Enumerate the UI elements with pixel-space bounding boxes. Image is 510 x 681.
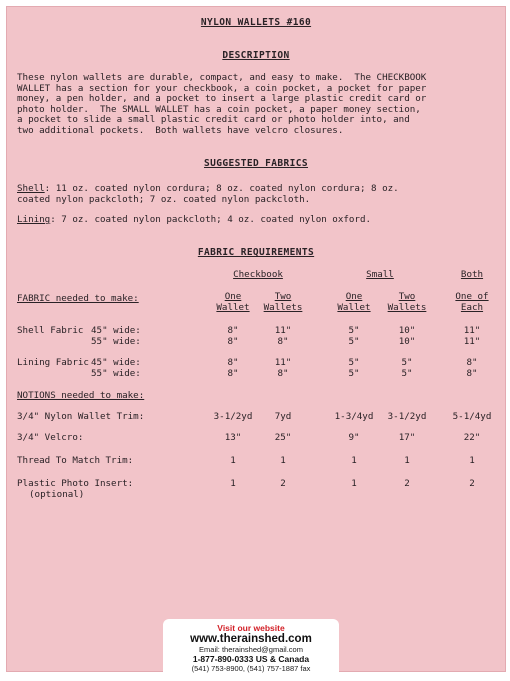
- fabric-needed-heading: FABRIC needed to make:: [17, 293, 139, 304]
- table-cell: 5-1/4yd: [452, 411, 492, 422]
- table-cell: 1: [280, 455, 286, 466]
- column-head: One: [224, 291, 242, 302]
- visit-label: Visit our website: [217, 623, 285, 633]
- shell-line: [17, 183, 399, 194]
- description-line: WALLET has a section for your checkbook, a coin pocket, a pocket for paper: [17, 82, 427, 94]
- table-cell: 11": [463, 336, 481, 347]
- description-heading: DESCRIPTION: [222, 50, 290, 61]
- description-line: two additional pockets. Both wallets have velcro closures.: [17, 124, 344, 136]
- table-cell: 5": [348, 325, 360, 336]
- table-cell: 8": [227, 336, 239, 347]
- column-head: Two: [274, 291, 292, 302]
- column-head: Wallet: [216, 302, 250, 313]
- shell-line-2: coated nylon packcloth; 7 oz. coated nylon packcloth.: [17, 194, 311, 205]
- document-page: [6, 6, 506, 672]
- table-cell: 1: [351, 478, 357, 489]
- table-cell: 9": [348, 432, 360, 443]
- lining-label: Lining: [17, 214, 51, 225]
- table-cell: 1: [230, 478, 236, 489]
- column-head: Two: [398, 291, 416, 302]
- table-cell: 8": [227, 325, 239, 336]
- table-cell: 17": [398, 432, 416, 443]
- description-line: These nylon wallets are durable, compact, and easy to make. The CHECKBOOK: [17, 72, 427, 83]
- table-cell: 10": [398, 325, 416, 336]
- notion-row-label: Thread To Match Trim:: [17, 455, 134, 466]
- description-line: money, a pen holder, and a pocket to insert a large plastic credit card or: [17, 93, 427, 104]
- table-cell: 3-1/2yd: [213, 411, 253, 422]
- table-cell: 1: [469, 455, 475, 466]
- shell-text: : 11 oz. coated nylon cordura; 8 oz. coated nylon cordura; 8 oz.: [44, 183, 399, 194]
- table-cell: 8": [277, 336, 289, 347]
- phone-text: 1-877-890-0333 US & Canada: [192, 654, 310, 664]
- column-head: Wallets: [387, 302, 427, 313]
- fabric-width: 55" wide:: [91, 368, 141, 379]
- document-title: NYLON WALLETS #160: [200, 17, 312, 28]
- group-both: Both: [460, 269, 484, 280]
- table-cell: 1: [351, 455, 357, 466]
- notion-row-label: 3/4" Nylon Wallet Trim:: [17, 411, 145, 422]
- lining-line: [17, 214, 371, 225]
- table-cell: 22": [463, 432, 481, 443]
- table-cell: 13": [224, 432, 242, 443]
- table-cell: 3-1/2yd: [387, 411, 427, 422]
- table-cell: 8": [227, 357, 239, 368]
- table-cell: 1: [230, 455, 236, 466]
- table-cell: 8": [227, 368, 239, 379]
- local-phone-text: (541) 753-8900, (541) 757-1887 fax: [191, 664, 311, 673]
- table-cell: 5": [401, 357, 413, 368]
- shell-label: Shell: [17, 183, 45, 194]
- group-small: Small: [366, 269, 394, 280]
- table-cell: 5": [348, 357, 360, 368]
- table-cell: 2: [280, 478, 286, 489]
- notions-heading: NOTIONS needed to make:: [17, 390, 145, 401]
- column-head: Wallet: [337, 302, 371, 313]
- description-line: a pocket to slide a small plastic credit card or photo holder into, and: [17, 114, 410, 125]
- fabric-width: 45" wide:: [91, 325, 141, 336]
- column-head: One: [345, 291, 363, 302]
- website-link[interactable]: www.therainshed.com: [190, 633, 312, 645]
- column-head: Each: [460, 302, 484, 313]
- table-cell: 8": [466, 368, 478, 379]
- description-line: photo holder. The SMALL WALLET has a coin pocket, a paper money section,: [17, 103, 421, 115]
- requirements-heading: FABRIC REQUIREMENTS: [197, 247, 315, 258]
- column-head: One of: [455, 291, 489, 302]
- fabrics-heading: SUGGESTED FABRICS: [203, 158, 309, 169]
- column-head: Wallets: [263, 302, 303, 313]
- table-cell: 8": [466, 357, 478, 368]
- table-cell: 10": [398, 336, 416, 347]
- notion-row-label: 3/4" Velcro:: [17, 432, 84, 443]
- table-cell: 11": [274, 357, 292, 368]
- table-cell: 11": [274, 325, 292, 336]
- table-cell: 2: [404, 478, 410, 489]
- lining-text: : 7 oz. coated nylon packcloth; 4 oz. coated nylon oxford.: [50, 214, 372, 225]
- fabric-width: 55" wide:: [91, 336, 141, 347]
- table-cell: 5": [348, 336, 360, 347]
- table-cell: 5": [348, 368, 360, 379]
- notion-row-label: Plastic Photo Insert:: [17, 478, 134, 489]
- group-checkbook: Checkbook: [233, 269, 283, 280]
- fabric-row-label: Lining Fabric: [17, 357, 89, 368]
- table-cell: 2: [469, 478, 475, 489]
- fabric-row-label: Shell Fabric: [17, 325, 84, 336]
- website-badge: [163, 619, 339, 681]
- table-cell: 8": [277, 368, 289, 379]
- fabric-width: 45" wide:: [91, 357, 141, 368]
- table-cell: 5": [401, 368, 413, 379]
- email-text: Email: therainshed@gmail.com: [199, 645, 303, 654]
- table-cell: 1-3/4yd: [334, 411, 374, 422]
- table-cell: 11": [463, 325, 481, 336]
- table-cell: 25": [274, 432, 292, 443]
- table-cell: 1: [404, 455, 410, 466]
- notion-row-sublabel: (optional): [29, 489, 85, 500]
- table-cell: 7yd: [274, 411, 292, 422]
